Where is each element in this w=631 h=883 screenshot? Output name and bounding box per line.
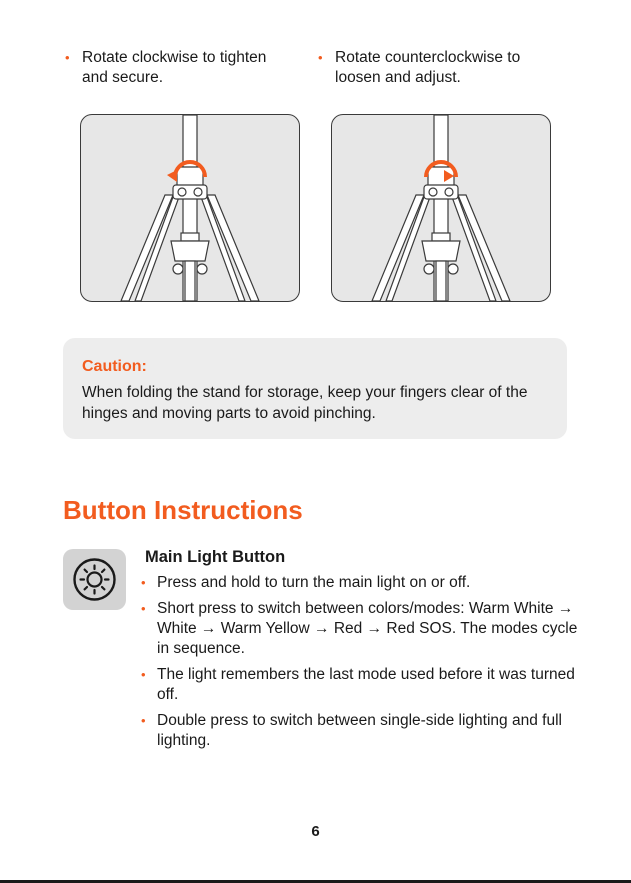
- caution-body: When folding the stand for storage, keep your fingers clear of the hinges and moving parts to avoid pinching.: [82, 384, 528, 422]
- section-title: Button Instructions: [63, 495, 303, 525]
- brightness-sun-icon: [72, 557, 117, 602]
- bullet-dot: •: [141, 667, 146, 682]
- tighten-text: Rotate clockwise to tighten and secure.: [82, 49, 267, 86]
- main-light-button-icon-box: [63, 549, 126, 610]
- caution-title: Caution:: [82, 358, 147, 375]
- list-item: [141, 711, 581, 751]
- list-item-text: Press and hold to turn the main light on or off.: [157, 574, 471, 591]
- list-item-text: The light remembers the last mode used before it was turned off.: [157, 666, 575, 703]
- tighten-instruction: [65, 48, 285, 88]
- bullet-dot: •: [141, 601, 146, 616]
- stand-counterclockwise-illustration: [332, 115, 550, 301]
- list-item-text: Short press to switch between colors/modes: Warm White → White → Warm Yellow → Red → Red SOS. The modes cycle in sequence.: [157, 600, 578, 657]
- list-item: [141, 665, 581, 705]
- stand-clockwise-illustration: [81, 115, 299, 301]
- list-item: [141, 599, 581, 659]
- loosen-text: Rotate counterclockwise to loosen and adjust.: [335, 49, 521, 86]
- loosen-instruction: [318, 48, 558, 88]
- page-number: 6: [311, 823, 320, 840]
- loosen-illustration: [331, 114, 551, 302]
- bullet-dot: •: [318, 50, 323, 65]
- bullet-dot: •: [141, 713, 146, 728]
- main-light-button-title: Main Light Button: [145, 548, 286, 566]
- bullet-dot: •: [65, 50, 70, 65]
- list-item: [141, 573, 581, 593]
- tighten-illustration: [80, 114, 300, 302]
- bullet-dot: •: [141, 575, 146, 590]
- list-item-text: Double press to switch between single-side lighting and full lighting.: [157, 712, 562, 749]
- caution-box: [63, 338, 567, 439]
- main-light-button-instructions: [141, 573, 581, 757]
